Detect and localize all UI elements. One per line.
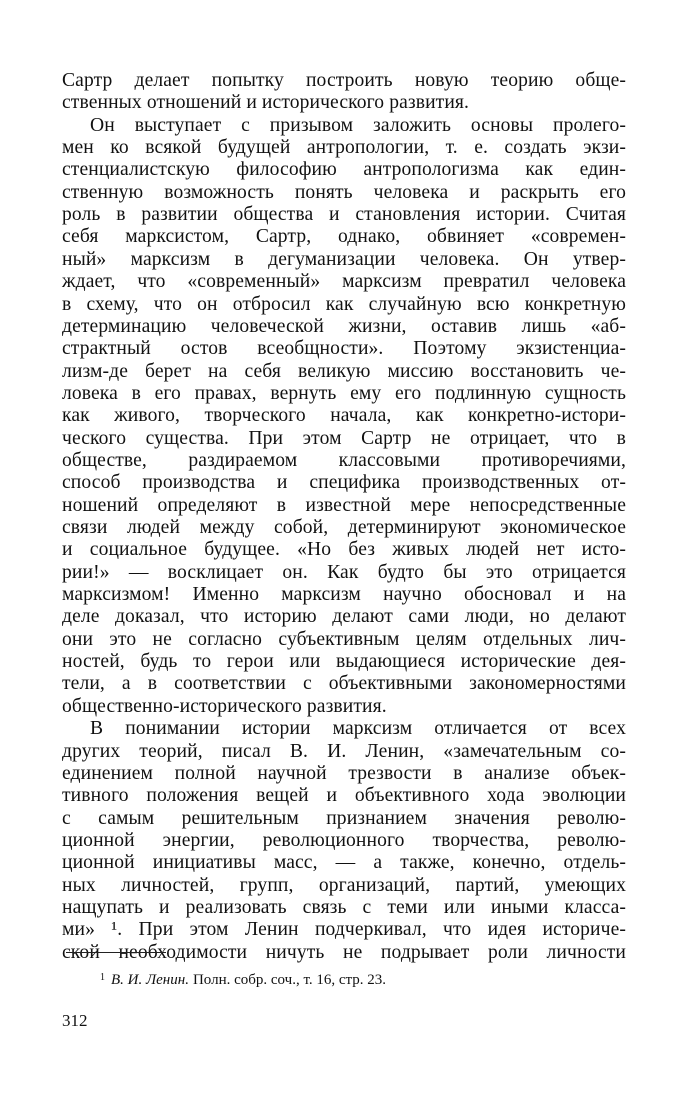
text-line: ционной энергии, революционного творчества, револю- [62, 829, 626, 851]
text-line: марксизмом! Именно марксизм научно обосновал и на [62, 584, 626, 606]
text-line: с самым решительным признанием значения револю- [62, 807, 626, 829]
text-line: Сартр делает попытку построить новую теорию обще- [62, 70, 626, 91]
text-line: тивного положения вещей и объективного хода эволюции [62, 785, 626, 807]
text-line: страктный остов всеобщности». Поэтому экзистенциа- [62, 338, 626, 360]
text-line: в схему, что он отбросил как случайную всю конкретную [62, 293, 626, 315]
text-line: других теорий, писал В. И. Ленин, «замечательным со- [62, 740, 626, 762]
text-line: Он выступает с призывом заложить основы пролего- [90, 114, 626, 136]
text-line: ственную возможность понять человека и раскрыть его [62, 181, 626, 203]
text-line: ческого существа. При этом Сартр не отрицает, что в [62, 427, 626, 449]
text-line: нащупать и реализовать связь с теми или иными класса- [62, 896, 626, 918]
text-line: тели, а в соответствии с объективными закономерностями [62, 673, 626, 695]
text-line: и социальное будущее. «Но без живых людей нет исто- [62, 539, 626, 561]
text-line: единением полной научной трезвости в анализе объек- [62, 762, 626, 784]
text-line: ми» ¹. При этом Ленин подчеркивал, что идея историче- [62, 919, 626, 941]
text-line: они это не согласно субъективным целям отдельных лич- [62, 628, 626, 650]
text-line: способ производства и специфика производственных от- [62, 472, 626, 494]
footnote-text: Полн. собр. соч., т. 16, стр. 23. [192, 972, 387, 988]
text-line: ных личностей, групп, организаций, партий, умеющих [62, 874, 626, 896]
text-line: ловека в его правах, вернуть ему его подлинную сущность [62, 382, 626, 404]
text-line: общественно-исторического развития. [62, 695, 387, 717]
text-line: себя марксистом, Сартр, однако, обвиняет «современ- [62, 226, 626, 248]
text-line: ношений определяют в известной мере непосредственные [62, 494, 626, 516]
text-line: детерминацию человеческой жизни, оставив лишь «аб- [62, 315, 626, 337]
text-line: ждает, что «современный» марксизм превратил человека [62, 271, 626, 293]
text-line: как живого, творческого начала, как конкретно-истори- [62, 405, 626, 427]
text-line: связи людей между собой, детерминируют экономическое [62, 517, 626, 538]
footnote-mark: 1 [100, 972, 105, 983]
footnote-author: В. И. Ленин. [111, 972, 189, 988]
text-line: обществе, раздираемом классовыми противоречиями, [62, 449, 626, 471]
text-line: лизм-де берет на себя великую миссию восстановить че- [62, 360, 626, 382]
footnote [100, 970, 386, 990]
text-line: В понимании истории марксизм отличается от всех [90, 718, 626, 740]
text-line: стенциалистскую философию антропологизма как един- [62, 159, 626, 181]
text-line: ционной инициативы масс, — а также, конечно, отдель- [62, 852, 626, 874]
text-line: ской необходимости ничуть не подрывает роли личности [62, 941, 626, 963]
page-number: 312 [62, 1011, 88, 1030]
text-line: рии!» — восклицает он. Как будто бы это отрицается [62, 561, 626, 583]
text-line: деле доказал, что историю делают сами люди, но делают [62, 606, 626, 628]
text-line: ный» марксизм в дегуманизации человека. Он утвер- [62, 248, 626, 270]
text-line: мен ко всякой будущей антропологии, т. е. создать экзи- [62, 137, 626, 159]
text-line: ностей, будь то герои или выдающиеся исторические дея- [62, 651, 626, 673]
footnote-divider [66, 952, 166, 953]
text-line: роль в развитии общества и становления истории. Считая [62, 204, 626, 226]
text-line: ственных отношений и исторического развития. [62, 92, 470, 114]
